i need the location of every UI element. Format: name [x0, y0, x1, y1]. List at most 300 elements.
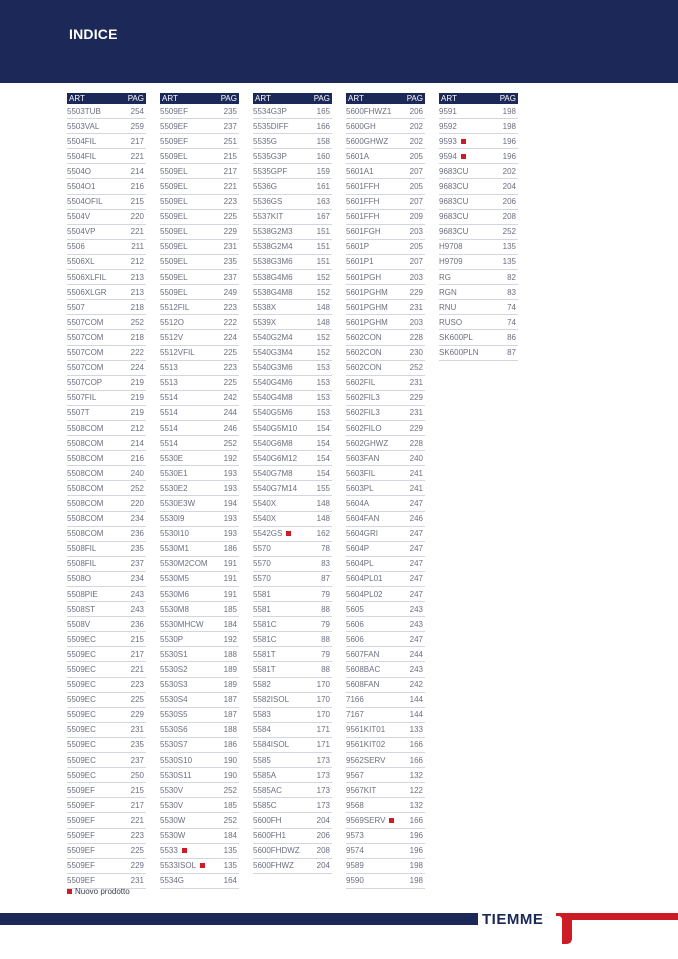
index-row	[160, 617, 239, 632]
article-code	[67, 393, 96, 402]
page-number: 212	[130, 423, 144, 433]
article-code-text: 5507COP	[67, 378, 103, 388]
index-row	[67, 149, 146, 164]
page-number: 223	[223, 302, 237, 312]
article-code	[253, 861, 294, 870]
article-code	[253, 469, 293, 478]
article-code	[439, 333, 473, 342]
index-row	[67, 798, 146, 813]
article-code-text: 5604FAN	[346, 514, 380, 524]
article-code-text: 5530MHCW	[160, 619, 204, 629]
article-code-text: 5539X	[253, 317, 277, 327]
page-number: 79	[321, 589, 330, 599]
index-row	[253, 572, 332, 587]
article-code-text: 5533	[160, 846, 178, 856]
article-code-text: 5530M2COM	[160, 559, 208, 569]
article-code-text: 5507T	[67, 408, 90, 418]
page-number: 247	[409, 559, 423, 569]
article-code-text: 5509EC	[67, 665, 96, 675]
index-row	[160, 859, 239, 874]
index-row	[67, 783, 146, 798]
page-number: 205	[409, 182, 423, 192]
article-code	[253, 605, 271, 614]
page-number: 218	[130, 332, 144, 342]
index-row	[253, 315, 332, 330]
index-row	[67, 361, 146, 376]
index-row	[67, 632, 146, 647]
page-number: 193	[223, 483, 237, 493]
page-number: 252	[502, 227, 516, 237]
index-column-1	[67, 93, 146, 889]
index-row	[67, 285, 146, 300]
article-code	[67, 756, 96, 765]
article-code-text: 5540G4M8	[253, 393, 293, 403]
page-number: 154	[316, 468, 330, 478]
index-row	[160, 753, 239, 768]
article-code-text: 5530S7	[160, 740, 188, 750]
page-number: 159	[316, 166, 330, 176]
article-code	[67, 257, 95, 266]
article-code-text: 5509EC	[67, 649, 96, 659]
page-number: 74	[507, 302, 516, 312]
article-code	[346, 786, 376, 795]
article-code-text: 5530S11	[160, 770, 192, 780]
article-code-text: 9568	[346, 800, 364, 810]
article-code	[160, 529, 189, 538]
index-row	[253, 451, 332, 466]
article-code	[160, 680, 188, 689]
article-code	[67, 167, 91, 176]
article-code	[253, 499, 276, 508]
article-code	[160, 831, 185, 840]
article-code-text: 5537KIT	[253, 212, 284, 222]
index-row	[346, 481, 425, 496]
page-number: 135	[502, 242, 516, 252]
article-code-text: 5509EC	[67, 740, 96, 750]
article-code-text: 5604PL01	[346, 574, 383, 584]
article-code	[439, 122, 457, 131]
article-code	[346, 348, 382, 357]
index-row	[346, 134, 425, 149]
page-number: 88	[321, 665, 330, 675]
index-row	[253, 859, 332, 874]
article-code-text: 5601P	[346, 242, 370, 252]
page-number: 211	[131, 242, 144, 252]
article-code	[67, 107, 101, 116]
article-code	[346, 393, 380, 402]
article-code-text: 5530S1	[160, 649, 188, 659]
index-row	[253, 406, 332, 421]
article-code	[253, 846, 300, 855]
page-number: 223	[130, 680, 144, 690]
article-code	[253, 590, 271, 599]
index-row	[160, 693, 239, 708]
index-row	[439, 104, 518, 119]
article-code-text: 5540G6M12	[253, 453, 298, 463]
article-code-text: 5530S3	[160, 680, 188, 690]
article-code	[67, 876, 95, 885]
page-number: 188	[223, 725, 237, 735]
article-code	[67, 846, 95, 855]
article-code-text: H9708	[439, 242, 463, 252]
article-code-text: 5602CON	[346, 332, 382, 342]
article-code	[253, 665, 276, 674]
page-number: 246	[409, 514, 423, 524]
article-code-text: 5601A1	[346, 166, 374, 176]
article-code-text: 5507COM	[67, 317, 104, 327]
article-code	[253, 756, 271, 765]
article-code	[160, 665, 188, 674]
article-code	[160, 393, 178, 402]
page-number: 206	[316, 831, 330, 841]
page-number: 170	[316, 695, 330, 705]
article-code-text: 5507	[67, 302, 85, 312]
page-number: 202	[502, 166, 516, 176]
page-number: 166	[409, 755, 423, 765]
index-row	[253, 481, 332, 496]
page-number: 221	[130, 815, 144, 825]
article-code	[346, 212, 379, 221]
article-code-text: 5606	[346, 619, 364, 629]
article-code-text: 5530S4	[160, 695, 188, 705]
page-number: 207	[409, 257, 423, 267]
article-code-text: 5570	[253, 574, 271, 584]
new-product-marker-icon	[389, 818, 394, 823]
index-row	[439, 315, 518, 330]
article-code	[439, 137, 466, 146]
page-number: 148	[316, 514, 330, 524]
index-row	[346, 512, 425, 527]
article-code	[346, 288, 388, 297]
page-number: 221	[130, 227, 144, 237]
article-code-text: 5504O	[67, 166, 92, 176]
article-code-text: 5605	[346, 604, 364, 614]
index-row	[160, 783, 239, 798]
header-art: ART	[441, 94, 457, 103]
index-row	[67, 587, 146, 602]
article-code	[67, 152, 96, 161]
article-code-text: 5513	[160, 363, 178, 373]
page-number: 153	[316, 393, 330, 403]
article-code-text: 5514	[160, 393, 178, 403]
article-code-text: 5530S6	[160, 725, 188, 735]
article-code-text: 5535GPF	[253, 166, 288, 176]
article-code	[253, 408, 293, 417]
article-code-text: 5512O	[160, 317, 185, 327]
page-number: 229	[409, 287, 423, 297]
article-code-text: 5584	[253, 725, 271, 735]
article-code-text: 5508PIE	[67, 589, 98, 599]
page-number: 166	[316, 121, 330, 131]
article-code	[346, 257, 374, 266]
article-code	[253, 574, 271, 583]
page-number: 86	[507, 332, 516, 342]
page-number: 225	[223, 378, 237, 388]
page-number: 187	[223, 695, 237, 705]
article-code	[346, 544, 369, 553]
article-code	[346, 846, 364, 855]
index-row	[160, 421, 239, 436]
index-row	[253, 104, 332, 119]
index-row	[346, 602, 425, 617]
article-code-text: 5602FIL	[346, 378, 376, 388]
page-number: 135	[502, 257, 516, 267]
index-row	[67, 315, 146, 330]
article-code-text: 5603PL	[346, 483, 374, 493]
page-number: 202	[409, 136, 423, 146]
page-number: 228	[409, 332, 423, 342]
index-row	[67, 421, 146, 436]
page-number: 152	[316, 287, 330, 297]
article-code	[67, 469, 103, 478]
article-code-text: 5503VAL	[67, 121, 100, 131]
article-code	[67, 831, 95, 840]
page-number: 186	[223, 544, 237, 554]
article-code-text: 5540G4M6	[253, 378, 293, 388]
article-code-text: 5509EF	[160, 121, 189, 131]
index-row	[160, 179, 239, 194]
article-code	[253, 303, 276, 312]
page-number: 153	[316, 408, 330, 418]
page-number: 243	[409, 604, 423, 614]
page-number: 148	[316, 302, 330, 312]
article-code	[160, 816, 185, 825]
article-code	[67, 529, 103, 538]
index-row	[439, 240, 518, 255]
index-row	[346, 859, 425, 874]
index-row	[160, 210, 239, 225]
article-code	[160, 635, 183, 644]
index-row	[253, 361, 332, 376]
article-code-text: 5508V	[67, 619, 91, 629]
index-row	[346, 179, 425, 194]
page-number: 228	[409, 438, 423, 448]
article-code	[346, 227, 381, 236]
article-code	[160, 725, 188, 734]
article-code	[346, 197, 379, 206]
page-number: 192	[223, 634, 237, 644]
article-code-text: 5530S2	[160, 665, 188, 675]
index-row	[67, 678, 146, 693]
index-row	[346, 164, 425, 179]
article-code-text: 5601P1	[346, 257, 374, 267]
article-code	[253, 725, 271, 734]
article-code-text: 9567KIT	[346, 785, 377, 795]
index-row	[253, 512, 332, 527]
page-number: 155	[316, 483, 330, 493]
article-code	[160, 740, 188, 749]
page-number: 151	[316, 227, 330, 237]
page-number: 79	[321, 649, 330, 659]
article-code-text: 9567	[346, 770, 364, 780]
article-code	[160, 574, 189, 583]
article-code	[160, 212, 188, 221]
page-number: 164	[223, 876, 237, 886]
article-code	[346, 333, 382, 342]
index-row	[253, 195, 332, 210]
page-number: 220	[130, 212, 144, 222]
page-number: 193	[223, 529, 237, 539]
index-row	[160, 451, 239, 466]
article-code-text: 5509EL	[160, 212, 188, 222]
index-row	[346, 225, 425, 240]
article-code	[346, 695, 364, 704]
article-code	[346, 242, 369, 251]
index-row	[67, 617, 146, 632]
index-row	[160, 738, 239, 753]
page-number: 208	[502, 212, 516, 222]
page-number: 223	[223, 363, 237, 373]
page-number: 205	[409, 242, 423, 252]
page-number: 216	[130, 182, 144, 192]
page-number: 87	[321, 574, 330, 584]
index-column-3	[253, 93, 332, 874]
page-number: 191	[223, 589, 237, 599]
page-number: 196	[502, 136, 516, 146]
brand-logo-text: TIEMME	[482, 911, 544, 928]
index-row	[346, 678, 425, 693]
page-number: 241	[409, 483, 423, 493]
index-row	[346, 753, 425, 768]
article-code	[439, 288, 457, 297]
article-code	[253, 122, 289, 131]
page-number: 214	[130, 166, 144, 176]
index-row	[67, 542, 146, 557]
header-pag: PAG	[406, 94, 423, 103]
article-code	[253, 831, 286, 840]
article-code	[160, 122, 188, 131]
article-code-text: 5604PL	[346, 559, 374, 569]
index-row	[253, 134, 332, 149]
index-row	[346, 361, 425, 376]
page-number: 247	[409, 589, 423, 599]
article-code	[67, 574, 91, 583]
page-number: 252	[130, 483, 144, 493]
article-code-text: 5585C	[253, 800, 277, 810]
article-code	[67, 424, 103, 433]
index-row	[67, 527, 146, 542]
article-code-text: 5530W	[160, 815, 186, 825]
article-code-text: 9591	[439, 106, 457, 116]
article-code	[439, 273, 451, 282]
header-art: ART	[162, 94, 178, 103]
index-column-2	[160, 93, 239, 889]
article-code-text: 9574	[346, 846, 364, 856]
article-code	[253, 197, 282, 206]
page-number: 196	[409, 846, 423, 856]
article-code-text: 5530I10	[160, 529, 189, 539]
page-number: 194	[223, 498, 237, 508]
index-row	[160, 768, 239, 783]
article-code	[67, 378, 102, 387]
article-code	[439, 318, 462, 327]
article-code	[67, 288, 107, 297]
article-code	[253, 333, 293, 342]
article-code-text: 5600GHWZ	[346, 136, 389, 146]
article-code-text: 5536GS	[253, 197, 283, 207]
index-row	[346, 844, 425, 859]
article-code	[67, 559, 96, 568]
article-code-text: 5507COM	[67, 348, 104, 358]
index-row	[346, 798, 425, 813]
article-code-text: 5602CON	[346, 363, 382, 373]
article-code	[160, 469, 188, 478]
page-number: 241	[409, 468, 423, 478]
page-number: 252	[223, 815, 237, 825]
article-code-text: 5504FIL	[67, 151, 97, 161]
legend-label: Nuovo prodotto	[75, 887, 130, 896]
page-number: 186	[223, 740, 237, 750]
index-row	[346, 466, 425, 481]
article-code-text: 9573	[346, 831, 364, 841]
page-number: 160	[316, 151, 330, 161]
index-row	[439, 164, 518, 179]
header-pag: PAG	[127, 94, 144, 103]
article-code-text: 5512FIL	[160, 302, 190, 312]
article-code-text: 5506XLFIL	[67, 272, 107, 282]
article-code	[67, 348, 103, 357]
index-row	[346, 813, 425, 828]
page-number: 208	[316, 846, 330, 856]
index-row	[67, 451, 146, 466]
page-number: 225	[130, 695, 144, 705]
article-code-text: 5530E	[160, 453, 184, 463]
article-code-text: 5508COM	[67, 529, 104, 539]
article-code-text: 5582	[253, 680, 271, 690]
index-row	[160, 557, 239, 572]
article-code-text: 5540G5M10	[253, 423, 298, 433]
article-code-text: 5509EL	[160, 182, 188, 192]
page-number: 207	[409, 197, 423, 207]
article-code	[67, 303, 85, 312]
page-number: 240	[130, 468, 144, 478]
page-number: 192	[223, 453, 237, 463]
article-code-text: 5504O1	[67, 182, 96, 192]
article-code-text: 9561KIT02	[346, 740, 386, 750]
index-row	[160, 874, 239, 889]
index-row	[67, 859, 146, 874]
page-number: 170	[316, 710, 330, 720]
page-number: 221	[223, 182, 237, 192]
article-code	[346, 831, 364, 840]
page-number: 83	[507, 287, 516, 297]
page-number: 191	[223, 574, 237, 584]
page-number: 193	[223, 468, 237, 478]
page-number: 167	[316, 212, 330, 222]
article-code	[67, 408, 90, 417]
article-code-text: 5508COM	[67, 498, 104, 508]
article-code-text: 5530E3W	[160, 498, 196, 508]
article-code	[67, 680, 96, 689]
index-row	[160, 527, 239, 542]
index-row	[346, 572, 425, 587]
article-code-text: 5540G5M6	[253, 408, 293, 418]
article-code-text: 5602FILO	[346, 423, 382, 433]
article-code-text: 9683CU	[439, 182, 469, 192]
article-code-text: 5603FAN	[346, 453, 380, 463]
article-code	[346, 710, 364, 719]
article-code-text: 5585AC	[253, 785, 282, 795]
page-number: 207	[409, 166, 423, 176]
article-code	[253, 786, 282, 795]
index-row	[67, 753, 146, 768]
page-number: 198	[502, 121, 516, 131]
article-code-text: 9683CU	[439, 166, 469, 176]
page-number: 190	[223, 755, 237, 765]
article-code	[439, 107, 457, 116]
article-code	[253, 710, 271, 719]
page-number: 133	[409, 725, 423, 735]
